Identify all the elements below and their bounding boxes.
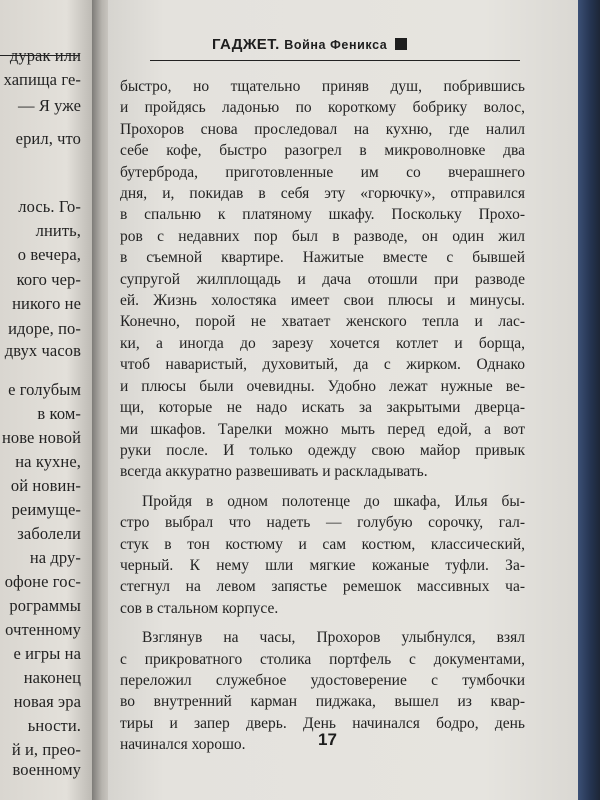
page-number: 17	[318, 730, 337, 749]
previous-page-line: заболели	[17, 524, 81, 543]
text-line: сов в стальном корпусе.	[120, 599, 279, 617]
text-line: во внутренний карман пиджака, вышел из квар-	[120, 693, 525, 711]
previous-page-line: ьности.	[27, 716, 81, 735]
text-line: всегда аккуратно развешивать и раскладывать.	[120, 463, 428, 481]
text-line: быстро, но тщательно приняв душ, побрившись	[120, 78, 525, 95]
text-line: стук в тон костюму и сам костюм, классический,	[120, 535, 525, 553]
header-rule	[150, 60, 520, 61]
text-line: руки после. И только одежду свою майор привык	[120, 441, 525, 459]
header-square-mark	[395, 38, 407, 50]
previous-page-line: кого чер-	[16, 270, 81, 289]
previous-page-line: в ком-	[37, 404, 81, 423]
previous-page-line: очтенному	[5, 620, 81, 639]
previous-page-line: на кухне,	[15, 452, 81, 471]
previous-page-line: о вечера,	[17, 245, 81, 264]
previous-page-line: военному	[12, 760, 81, 779]
text-line: ми шкафов. Тарелки можно мыть перед едой, а вот	[120, 420, 525, 438]
previous-page-line: е голубым	[8, 380, 81, 399]
previous-page-line: ой новин-	[10, 476, 81, 495]
previous-page-line: лось. Го-	[18, 197, 81, 216]
text-line: Пройдя в одном полотенце до шкафа, Илья бы-	[142, 492, 525, 510]
text-line: щи, которые не надо искать за закрытыми дверца-	[120, 399, 525, 417]
text-line: ей. Жизнь холостяка имеет свои плюсы и минусы.	[120, 292, 525, 310]
book-cover-edge	[578, 0, 600, 800]
text-line: Прохоров снова проследовал на кухню, где налил	[120, 120, 525, 138]
previous-page-line: наконец	[23, 668, 81, 687]
header-subtitle: Война Феникса	[284, 38, 388, 52]
text-line: стегнул на левом запястье ремешок массивных ча-	[120, 578, 525, 596]
text-line: тиры и запер дверь. День начинался бодро, день	[120, 714, 525, 732]
text-line: себе кофе, быстро разогрел в микроволновке два	[120, 142, 525, 160]
previous-page-line: ерил, что	[15, 129, 81, 148]
text-line: начинался хорошо.	[120, 736, 246, 754]
text-line: Взглянув на часы, Прохоров улыбнулся, взял	[142, 629, 525, 647]
text-line: в спальню к платяному шкафу. Поскольку Прохо-	[120, 206, 525, 224]
previous-page-line: е игры на	[13, 644, 81, 663]
previous-page-line: двух часов	[4, 341, 81, 360]
text-line: ров с недавних пор был в разводе, он один жил	[120, 227, 525, 245]
running-header	[212, 36, 407, 53]
previous-page-line: й и, прео-	[11, 740, 81, 759]
previous-page-line: дурак или	[9, 46, 81, 65]
previous-page-line: офоне гос-	[4, 572, 81, 591]
text-line: черный. К нему шли мягкие кожаные туфли. За-	[120, 556, 525, 574]
previous-page-line: — Я уже	[18, 96, 81, 115]
text-line: дня, и, покидав в себя эту «горючку», отправился	[120, 185, 525, 203]
header-title: ГАДЖЕТ.	[212, 36, 280, 53]
previous-page	[0, 0, 95, 800]
previous-page-line: никого не	[12, 294, 81, 313]
text-line: в съемной квартире. Нажитые вместе с бывшей	[120, 249, 525, 267]
text-line: и плюсы были очевидны. Удобно лежат нужные ве-	[120, 377, 525, 395]
previous-page-line: рограммы	[9, 596, 81, 615]
text-line: ки, а иногда до зарезу хочется котлет и борща,	[120, 334, 525, 352]
text-line: переложил служебное удостоверение с тумбочки	[120, 671, 525, 689]
text-line: Конечно, порой не хватает женского тепла и лас-	[120, 313, 525, 331]
text-line: стро выбрал что надеть — голубую сорочку, гал-	[120, 514, 525, 532]
previous-page-line: нове новой	[1, 428, 81, 447]
page-body-text	[120, 76, 525, 756]
text-line: супругой жилплощадь и дача отошли при разводе	[120, 270, 525, 288]
text-line: и пройдясь ладонью по короткому бобрику волос,	[120, 99, 525, 117]
paragraph	[120, 76, 525, 483]
previous-page-line: идоре, по-	[8, 319, 81, 338]
previous-page-line: на дру-	[29, 548, 81, 567]
previous-page-line: реимуще-	[11, 500, 81, 519]
text-line: с прикроватного столика портфель с документами,	[120, 650, 525, 668]
paragraph	[120, 491, 525, 619]
previous-page-line: новая эра	[13, 692, 81, 711]
text-line: бутерброда, приготовленные им со вчерашнего	[120, 163, 525, 181]
previous-page-line: хапища ге-	[3, 70, 81, 89]
text-line: чтоб наваристый, духовитый, да с жирком. Однако	[120, 356, 525, 374]
previous-page-line: лнить,	[35, 221, 81, 240]
